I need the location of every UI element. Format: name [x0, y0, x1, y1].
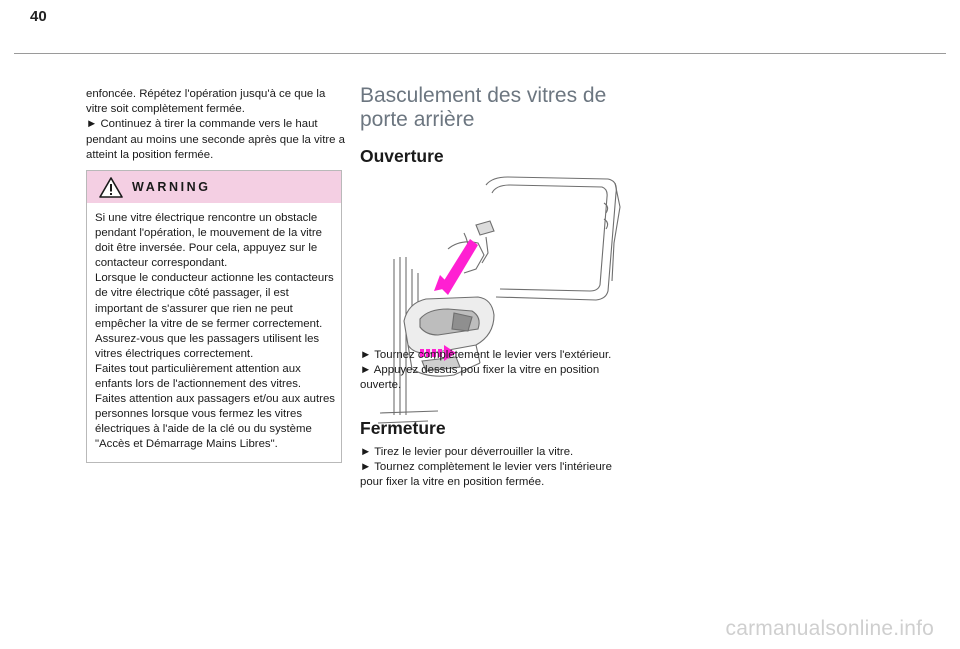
opening-step: ► Tournez complètement le levier vers l'extérieur. — [360, 349, 612, 361]
opening-heading: Ouverture — [360, 146, 444, 166]
warning-paragraph: Si une vitre électrique rencontre un obstacle pendant l'opération, le mouvement de la vitre doit être inversée. Pour cela, appuyez sur le contacteur correspondant. — [95, 212, 322, 270]
warning-paragraph: Faites attention aux passagers et/ou aux autres personnes lorsque vous fermez les vitres électriques à l'aide de la clé ou du système "Accès et Démarrage Mains Libres". — [95, 393, 335, 451]
watermark: carmanualsonline.info — [725, 617, 934, 640]
closing-steps — [360, 445, 625, 491]
closing-heading: Fermeture — [360, 418, 446, 438]
opening-steps — [360, 348, 625, 394]
warning-header — [87, 171, 341, 203]
rear-window-latch-illustration — [368, 173, 623, 435]
warning-paragraph: Lorsque le conducteur actionne les contacteurs de vitre électrique côté passager, il est important de s'assurer que rien ne peut empêcher la vitre de se fermer correctement. — [95, 272, 334, 330]
closing-step: ► Tournez complètement le levier vers l'intérieure pour fixer la vitre en position fermée. — [360, 461, 612, 489]
opening-step: ► Appuyez dessus pou fixer la vitre en position ouverte. — [360, 364, 600, 392]
left-column — [86, 87, 346, 163]
right-column — [360, 84, 625, 489]
left-paragraph: ► Continuez à tirer la commande vers le haut pendant au moins une seconde après que la vitre a atteint la position fermée. — [86, 118, 345, 161]
header-divider — [14, 53, 946, 54]
warning-box — [86, 170, 342, 463]
closing-step: ► Tirez le levier pour déverrouiller la vitre. — [360, 446, 574, 458]
warning-body — [87, 203, 341, 453]
warning-triangle-icon — [99, 177, 123, 198]
section-title: Basculement des vitres de porte arrière — [360, 84, 607, 131]
warning-paragraph: Faites tout particulièrement attention aux enfants lors de l'actionnement des vitres. — [95, 362, 302, 391]
left-paragraph: enfoncée. Répétez l'opération jusqu'à ce que la vitre soit complètement fermée. — [86, 88, 326, 116]
warning-title: WARNING — [132, 180, 211, 194]
page-number: 40 — [30, 8, 47, 25]
warning-paragraph: Assurez-vous que les passagers utilisent les vitres électriques correctement. — [95, 332, 320, 360]
